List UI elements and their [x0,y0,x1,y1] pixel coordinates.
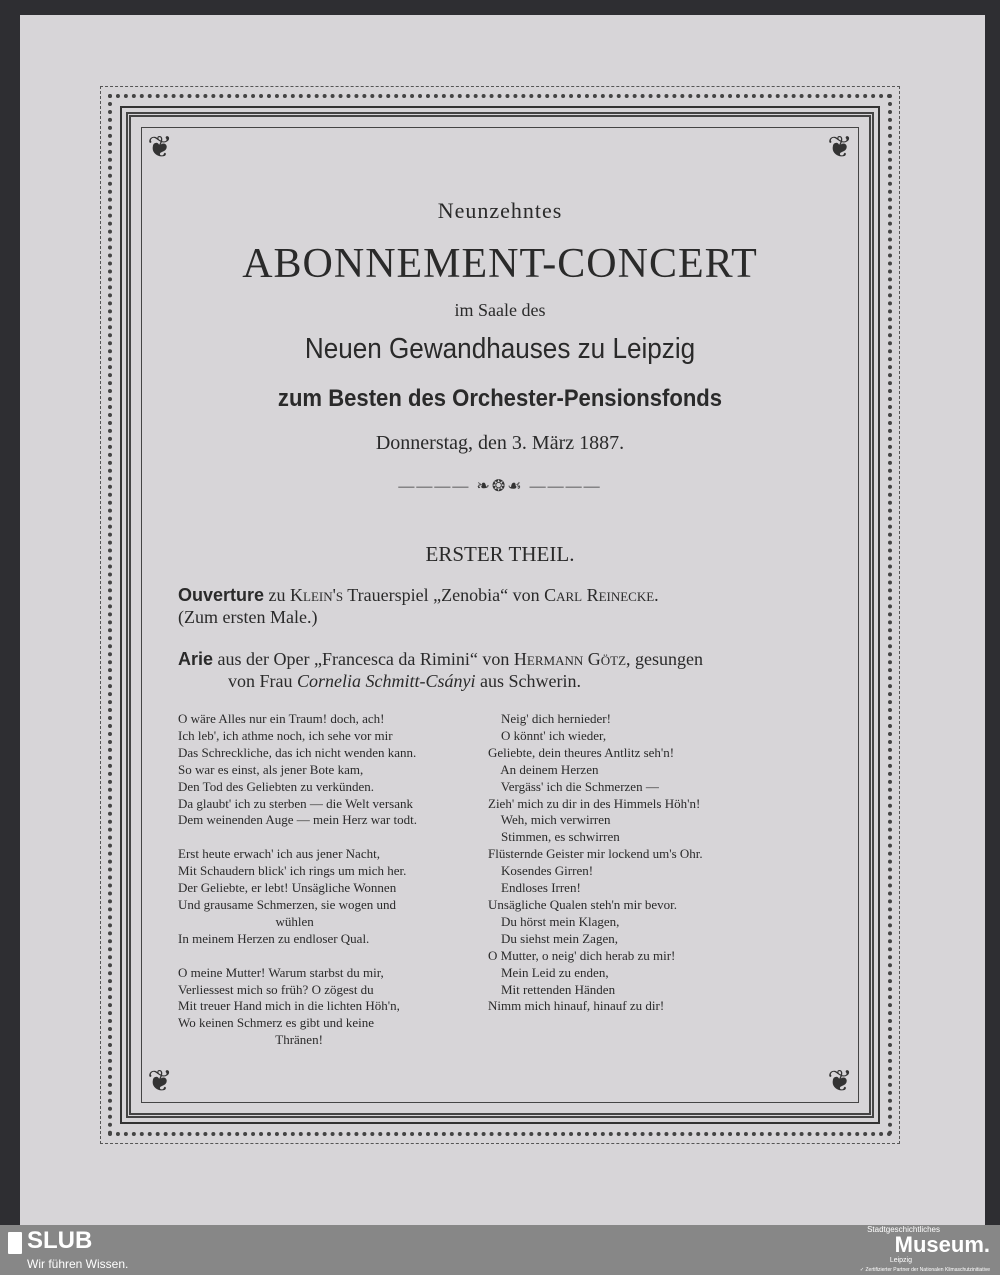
slub-logo[interactable]: SLUB [27,1227,93,1254]
footer-bar [0,1225,1000,1275]
corner-ornament-icon: ❦ [147,1065,173,1098]
composer: Carl Reinecke. [544,585,659,605]
text: Trauerspiel „Zenobia“ von [343,585,545,605]
program-entry-overture [178,584,798,628]
composer: Hermann Götz [513,649,627,669]
divider-ornament-icon: ———— ❧❂☙ ———— [398,478,602,495]
section-heading: ERSTER THEIL. [425,542,575,566]
museum-city: Leipzig [889,1257,912,1264]
corner-ornament-icon: ❦ [827,1065,853,1098]
corner-ornament-icon: ❦ [147,131,173,164]
piece-type: Ouverture [178,585,265,605]
slub-logo-icon [8,1232,22,1254]
text: , gesungen [626,649,704,669]
note: (Zum ersten Male.) [178,607,318,627]
concert-number: Neunzehntes [437,198,563,223]
lyrics-right-column: Neig' dich hernieder! O könnt' ich wieder, Geliebte, dein theures Antlitz seh'n! An deinem Herzen Vergäss' ich die Schmerzen — Zieh' mich zu dir in des Himmels Höh'n! Weh, mich verwirren Stimmen, es schwirren Flüsternde Geister mir lockend um's Ohr. Kosendes Girren! Endloses Irren! Unsägliche Qualen steh'n mir bevor. Du hörst mein Klagen, Du siehst mein Zagen, O Mutter, o neig' dich herab zu mir! Mein Leid zu enden, Mit rettenden Händen Nimm mich hinauf, hinauf zu dir! [488,711,703,1014]
piece-type: Arie [178,649,214,669]
subtitle: im Saale des [454,300,546,320]
text: von Frau [228,671,297,691]
singer: Cornelia Schmitt-Csányi [297,671,476,691]
museum-tagline: ✓ Zertifizierter Partner der Nationalen Klimaschutzinitiative [859,1267,990,1273]
lyrics-left-column: O wäre Alles nur ein Traum! doch, ach! Ich leb', ich athme noch, ich sehe vor mir Das Schreckliche, das ich nicht wenden kann. So war es einst, als jener Bote kam, Den Tod des Geliebten zu verkünden. Da glaubt' ich zu sterben — die Welt versank Dem weinenden Auge — mein Herz war todt. Erst heute erwach' ich aus jener Nacht, Mit Schaudern blick' ich rings um mich her. Der Geliebte, er lebt! Unsägliche Wonnen Und grausame Schmerzen, sie wogen und wühlen In meinem Herzen zu endloser Qual. O meine Mutter! Warum starbst du mir, Verliessest mich so früh? O zögest du Mit treuer Hand mich in die lichten Höh'n, Wo keinen Schmerz es gibt und keine Thränen! [178,711,417,1048]
purpose: zum Besten des Orchester-Pensionsfonds [277,385,723,412]
venue: Neuen Gewandhauses zu Leipzig [304,333,696,365]
page-title: ABONNEMENT-CONCERT [242,241,758,287]
author: Klein's [290,585,344,605]
date: Donnerstag, den 3. März 1887. [375,432,625,454]
museum-logo[interactable]: Museum. [894,1232,990,1257]
corner-ornament-icon: ❦ [827,131,853,164]
text: aus der Oper „Francesca da Rimini“ von [213,649,514,669]
text: aus Schwerin. [475,671,581,691]
slub-slogan: Wir führen Wissen. [27,1257,129,1271]
program-entry-aria [178,648,798,692]
museum-label: Stadtgeschichtliches [867,1225,940,1234]
text: zu [264,585,291,605]
